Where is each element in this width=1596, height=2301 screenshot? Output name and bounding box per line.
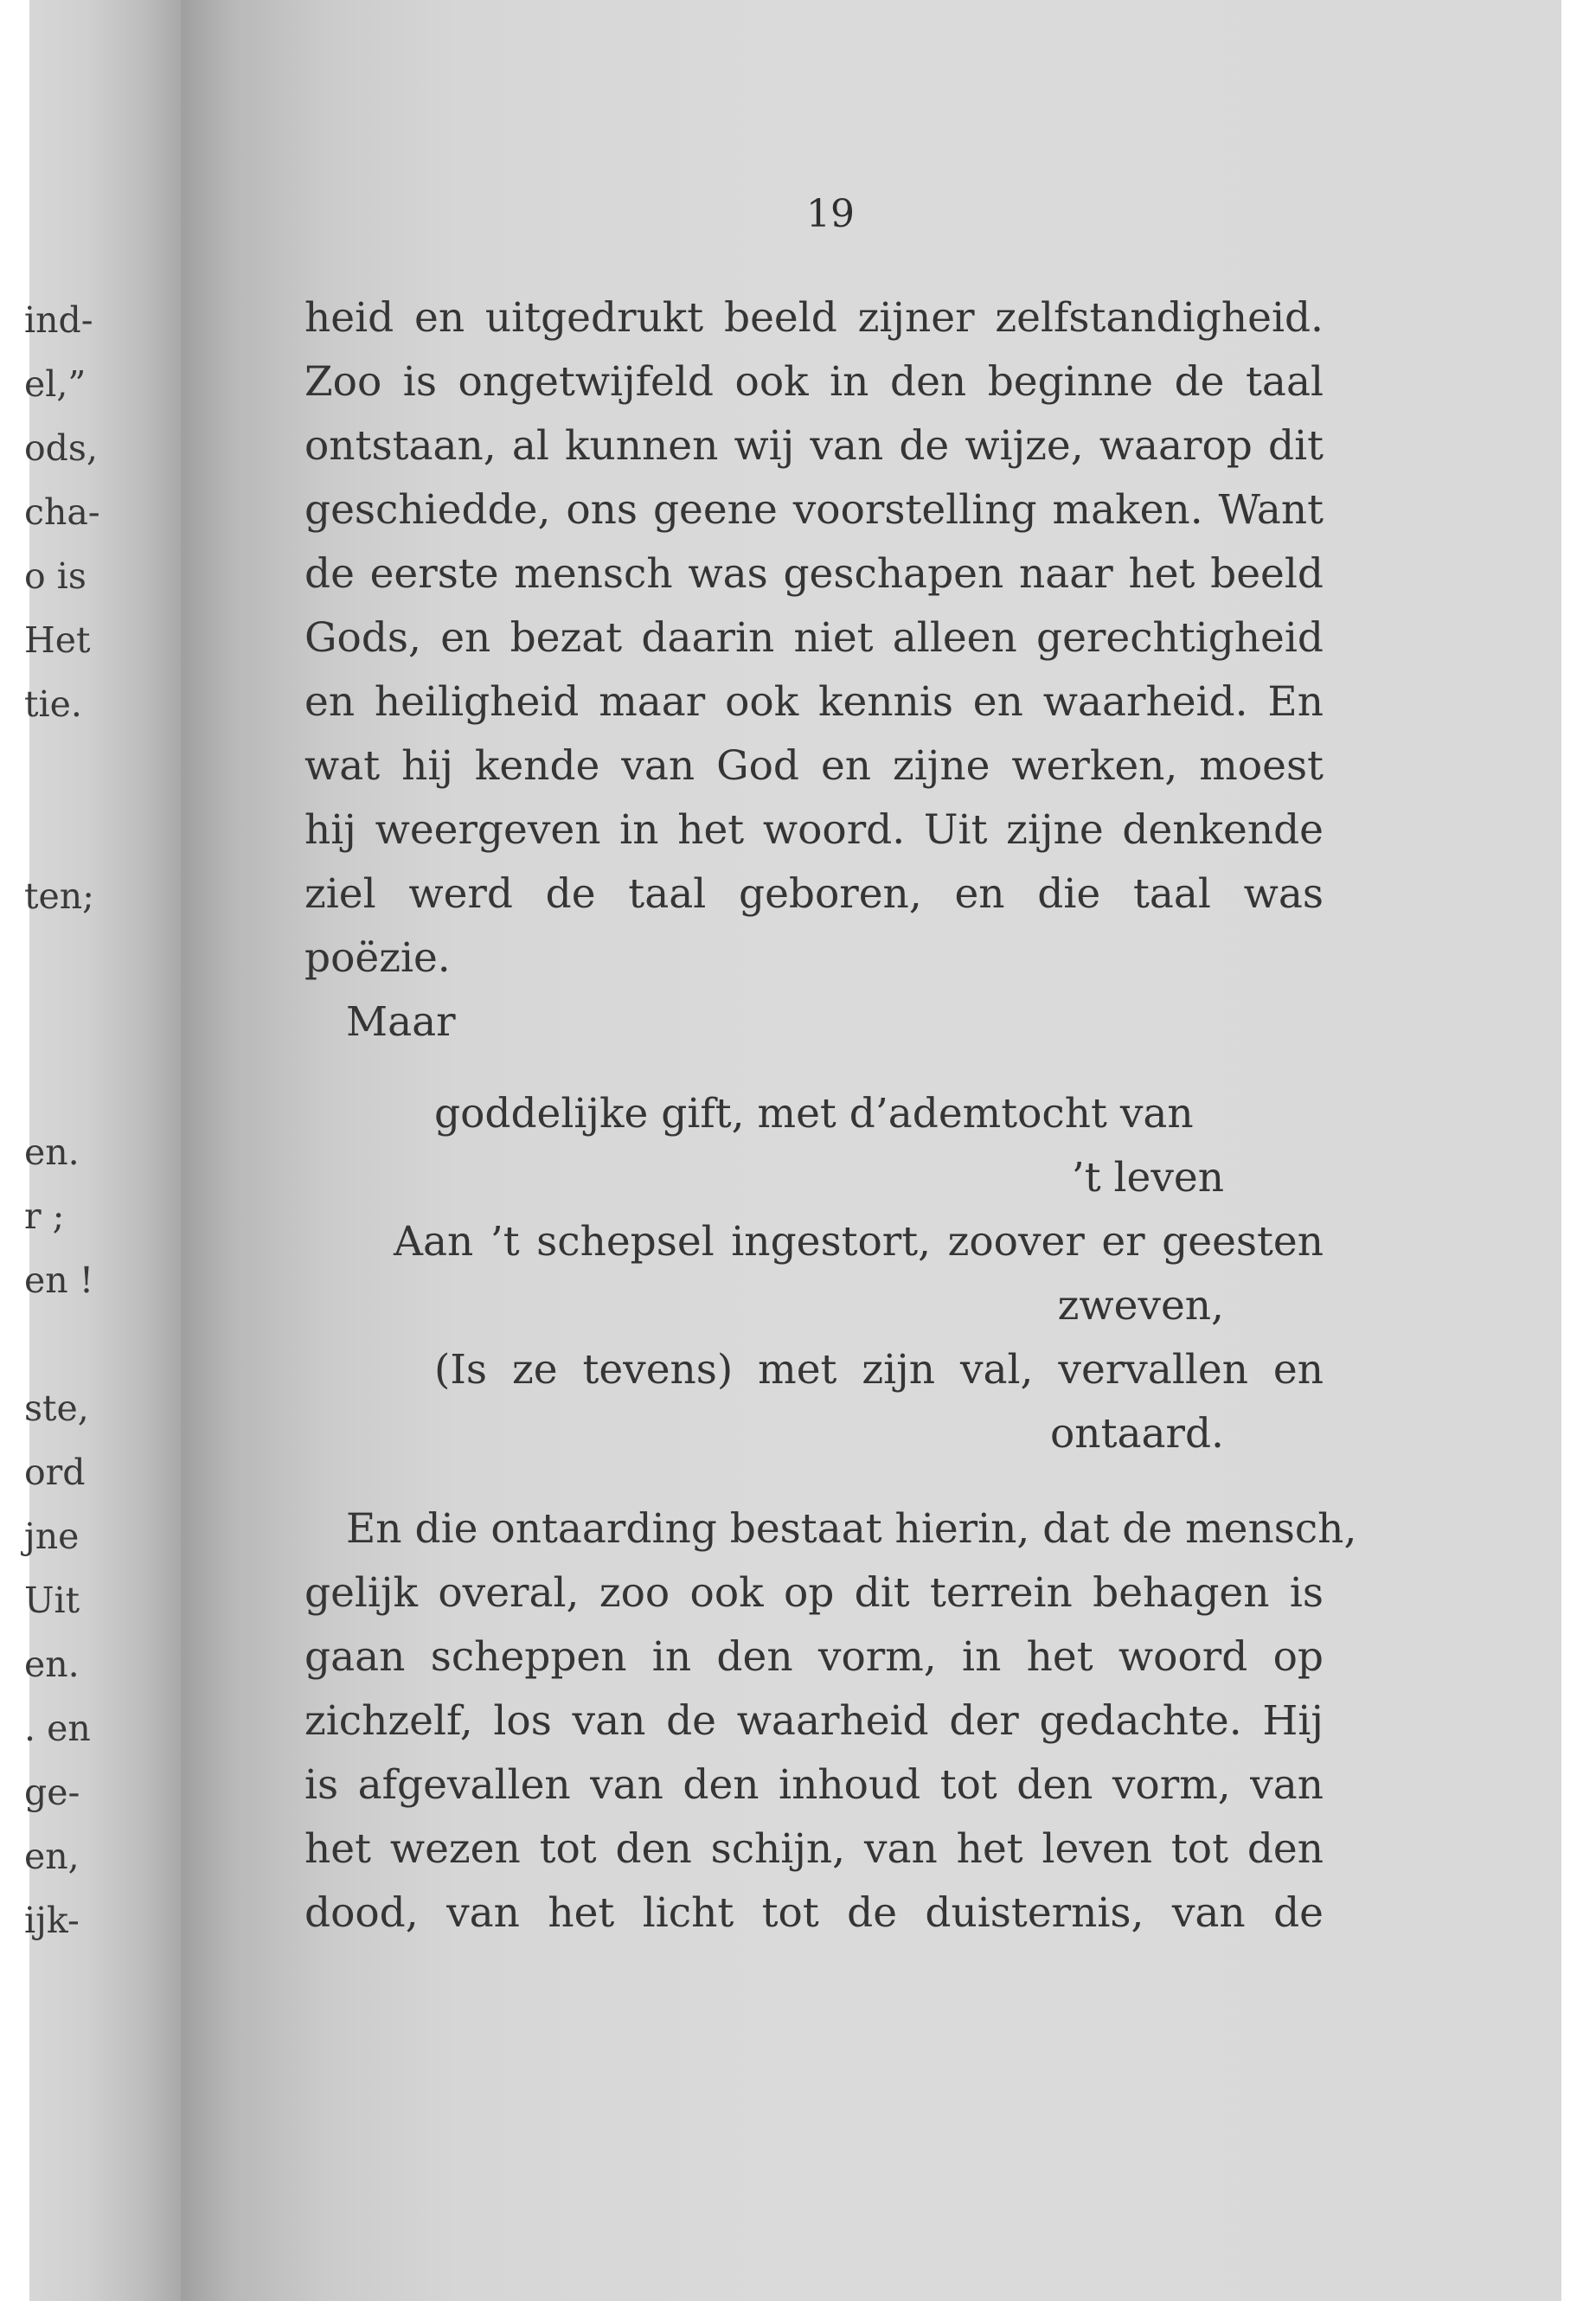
text-line: is afgevallen van den inhoud tot den vorm, van — [304, 1761, 1324, 1809]
text-line: Zoo is ongetwijfeld ook in den beginne de taal — [304, 358, 1324, 406]
verse-line-continuation: ’t leven — [1071, 1154, 1224, 1202]
prev-page-fragment: . en — [24, 1708, 91, 1749]
verse-line-continuation: ontaard. — [1050, 1410, 1224, 1458]
verse-line-continuation: zweven, — [1057, 1282, 1224, 1330]
prev-page-fragment: Het — [24, 619, 91, 661]
text-line: Gods, en bezat daarin niet alleen gerechtigheid — [304, 614, 1324, 662]
prev-page-fragment: en ! — [24, 1259, 94, 1301]
prev-page-fragment: en. — [24, 1131, 80, 1173]
prev-page-fragment: ord — [24, 1452, 86, 1493]
prev-page-fragment: en, — [24, 1836, 80, 1877]
page-number: 19 — [806, 192, 855, 236]
prev-page-fragment: ge- — [24, 1772, 80, 1813]
text-line: de eerste mensch was geschapen naar het beeld — [304, 550, 1324, 598]
prev-page-fragment: en. — [24, 1644, 80, 1685]
text-line: en heiligheid maar ook kennis en waarheid. En — [304, 678, 1324, 726]
text-line: geschiedde, ons geene voorstelling maken. Want — [304, 486, 1324, 534]
text-line: poëzie. — [304, 934, 451, 982]
text-line: hij weergeven in het woord. Uit zijne denkende — [304, 806, 1324, 854]
text-line: En die ontaarding bestaat hierin, dat de mensch, — [346, 1505, 1357, 1553]
text-line: ziel werd de taal geboren, en die taal was — [304, 870, 1324, 918]
prev-page-fragment: ijk- — [24, 1900, 80, 1941]
verse-line: goddelijke gift, met d’ademtocht van — [434, 1090, 1194, 1138]
previous-page-edge — [24, 0, 181, 2301]
prev-page-fragment: r ; — [24, 1195, 65, 1237]
text-line: het wezen tot den schijn, van het leven tot den — [304, 1825, 1324, 1873]
text-line: wat hij kende van God en zijne werken, moest — [304, 742, 1324, 790]
prev-page-fragment: ten; — [24, 875, 94, 917]
scan-margin-right — [1561, 0, 1596, 2301]
prev-page-fragment: tie. — [24, 683, 82, 725]
prev-page-fragment: jne — [24, 1516, 80, 1557]
text-line: Maar — [346, 998, 456, 1046]
text-line: gaan scheppen in den vorm, in het woord op — [304, 1633, 1324, 1681]
text-line: zichzelf, los van de waarheid der gedachte. Hij — [304, 1697, 1324, 1745]
text-line: ontstaan, al kunnen wij van de wijze, waarop dit — [304, 422, 1324, 470]
prev-page-fragment: ods, — [24, 427, 99, 469]
text-line: heid en uitgedrukt beeld zijner zelfstandigheid. — [304, 294, 1324, 342]
prev-page-fragment: cha- — [24, 491, 100, 533]
book-page — [181, 0, 1561, 2301]
text-line: dood, van het licht tot de duisternis, van de — [304, 1889, 1324, 1937]
prev-page-fragment: el,” — [24, 363, 87, 405]
verse-line: (Is ze tevens) met zijn val, vervallen en — [434, 1346, 1324, 1394]
prev-page-fragment: Uit — [24, 1580, 80, 1621]
prev-page-fragment: ste, — [24, 1388, 89, 1429]
verse-line: Aan ’t schepsel ingestort, zoover er geesten — [394, 1218, 1324, 1266]
prev-page-fragment: o is — [24, 555, 87, 597]
prev-page-fragment: ind- — [24, 299, 93, 341]
text-line: gelijk overal, zoo ook op dit terrein behagen is — [304, 1569, 1324, 1617]
